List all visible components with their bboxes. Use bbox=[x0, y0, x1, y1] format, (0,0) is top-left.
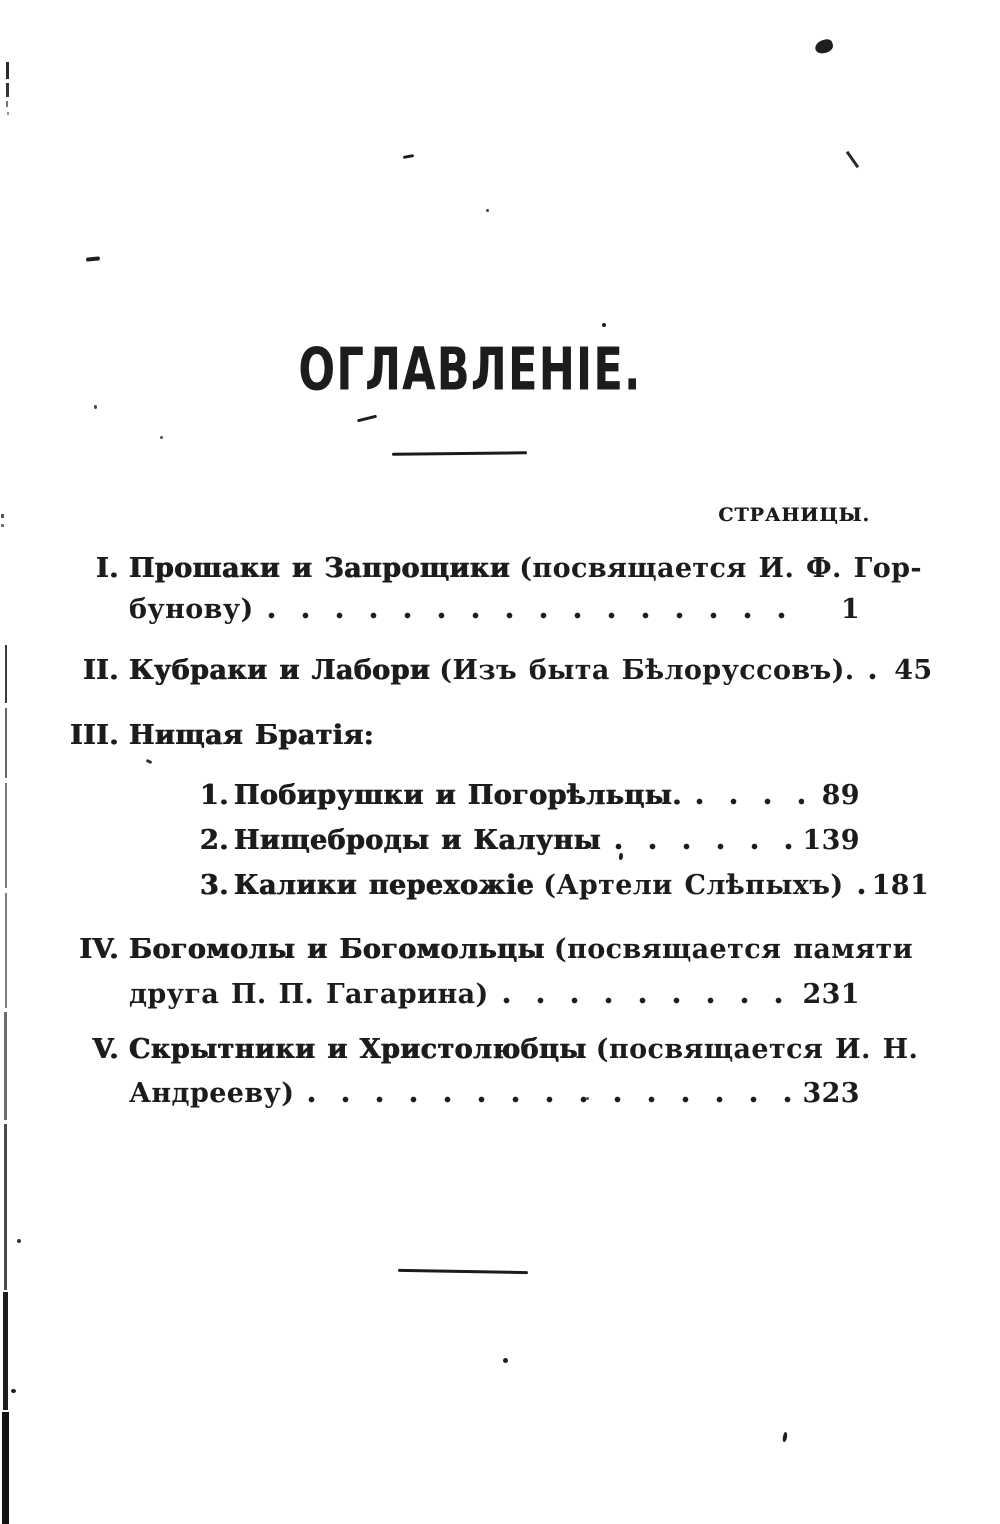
toc-entry-1-line-2 bbox=[65, 592, 860, 628]
toc-entry-4-line-2 bbox=[65, 977, 860, 1013]
subentry-numeral: 1. bbox=[200, 780, 229, 811]
page-number: 139 bbox=[802, 825, 860, 856]
entry-title: Скрытники и Христолюбцы bbox=[129, 1034, 587, 1065]
dot-leader bbox=[264, 592, 806, 628]
subentry-annotation: (Артели Слѣпыхъ) bbox=[543, 870, 844, 901]
pages-column-header: СТРАНИЦЫ. bbox=[718, 504, 870, 526]
ink-speck bbox=[782, 1432, 788, 1443]
scan-edge-line bbox=[6, 101, 8, 107]
ink-speck bbox=[11, 1389, 16, 1393]
ink-speck bbox=[160, 436, 163, 439]
subentry-title: Нищеброды и Калуны bbox=[234, 825, 602, 856]
entry-title: Кубраки и Лабори bbox=[129, 655, 431, 686]
ink-speck bbox=[486, 209, 489, 212]
scan-edge-line bbox=[3, 1292, 8, 1410]
entry-annotation: (посвящается памяти bbox=[553, 934, 914, 965]
toc-entry-2 bbox=[65, 653, 933, 689]
subentry-numeral: 2. bbox=[200, 825, 229, 856]
scan-edge-line bbox=[5, 708, 7, 778]
entry-numeral: I. bbox=[96, 553, 119, 584]
scan-edge-line bbox=[2, 1412, 9, 1524]
ink-speck bbox=[846, 151, 859, 168]
toc-subentry-3-2 bbox=[200, 823, 860, 859]
ink-speck bbox=[86, 256, 100, 261]
page-number: 323 bbox=[802, 1078, 860, 1109]
dot-leader bbox=[304, 1076, 798, 1112]
dot-leader bbox=[611, 823, 798, 859]
subentry-numeral: 3. bbox=[200, 870, 229, 901]
scan-edge-line bbox=[4, 1012, 7, 1120]
scan-edge-line bbox=[5, 783, 7, 888]
ink-speck bbox=[357, 415, 377, 423]
dot-leader bbox=[692, 778, 806, 814]
scan-edge-line bbox=[5, 893, 7, 1008]
ink-speck bbox=[403, 154, 414, 159]
toc-subentry-3-3 bbox=[200, 868, 930, 904]
scan-edge-line bbox=[6, 62, 9, 79]
entry-numeral: IV. bbox=[79, 934, 119, 965]
dot-leader bbox=[499, 977, 799, 1013]
toc-entry-5-line-2 bbox=[65, 1076, 860, 1112]
entry-title: Богомолы и Богомольцы bbox=[129, 934, 545, 965]
table-of-contents bbox=[65, 551, 933, 1112]
entry-numeral: V. bbox=[92, 1034, 119, 1065]
entry-numeral: III. bbox=[70, 720, 119, 751]
title-divider-rule bbox=[392, 451, 527, 455]
dot-leader bbox=[854, 868, 868, 904]
page-number: 1 bbox=[840, 594, 860, 625]
toc-subentry-3-1 bbox=[200, 778, 860, 814]
toc-entry-5-line-1 bbox=[65, 1032, 919, 1068]
page-number: 89 bbox=[821, 780, 860, 811]
subentry-title: Калики перехожіе bbox=[234, 870, 535, 901]
ink-speck bbox=[586, 1097, 589, 1100]
ink-speck bbox=[503, 1358, 508, 1363]
dot-leader bbox=[865, 653, 879, 689]
entry-continuation: Андрееву) bbox=[129, 1078, 295, 1109]
scan-edge-line bbox=[6, 83, 9, 97]
entry-title: Нищая Братія: bbox=[129, 720, 375, 751]
page-number: 45 bbox=[894, 655, 933, 686]
ink-speck bbox=[17, 1239, 21, 1243]
entry-continuation: друга П. П. Гагарина) bbox=[129, 979, 489, 1010]
entry-continuation: бунову) bbox=[129, 594, 254, 625]
toc-entry-4-line-1 bbox=[65, 932, 914, 968]
page-number: 231 bbox=[802, 979, 860, 1010]
entry-title: Прошаки и Запрощики bbox=[129, 553, 511, 584]
contents-title: ОГЛАВЛЕНІЕ. bbox=[298, 334, 642, 404]
entry-annotation: (Изъ быта Бѣлоруссовъ). bbox=[439, 655, 855, 686]
entry-annotation: (посвящается И. Н. bbox=[595, 1034, 919, 1065]
subentry-title: Побирушки и Погорѣльцы. bbox=[234, 780, 682, 811]
footer-divider-rule bbox=[398, 1269, 528, 1274]
toc-entry-3 bbox=[65, 718, 860, 754]
ink-speck bbox=[814, 38, 835, 55]
scan-edge-line bbox=[1, 514, 4, 518]
scan-edge-line bbox=[5, 645, 7, 703]
page-number: 181 bbox=[871, 870, 930, 901]
scan-edge-line bbox=[1, 524, 4, 527]
entry-numeral: II. bbox=[83, 655, 119, 686]
ink-speck bbox=[94, 405, 97, 409]
scan-edge-line bbox=[4, 1124, 7, 1290]
ink-speck bbox=[602, 323, 606, 327]
entry-annotation: (посвящается И. Ф. Гор- bbox=[519, 553, 922, 584]
toc-entry-1-line-1 bbox=[65, 551, 922, 587]
page-heading bbox=[0, 333, 940, 405]
scan-edge-line bbox=[7, 112, 9, 115]
